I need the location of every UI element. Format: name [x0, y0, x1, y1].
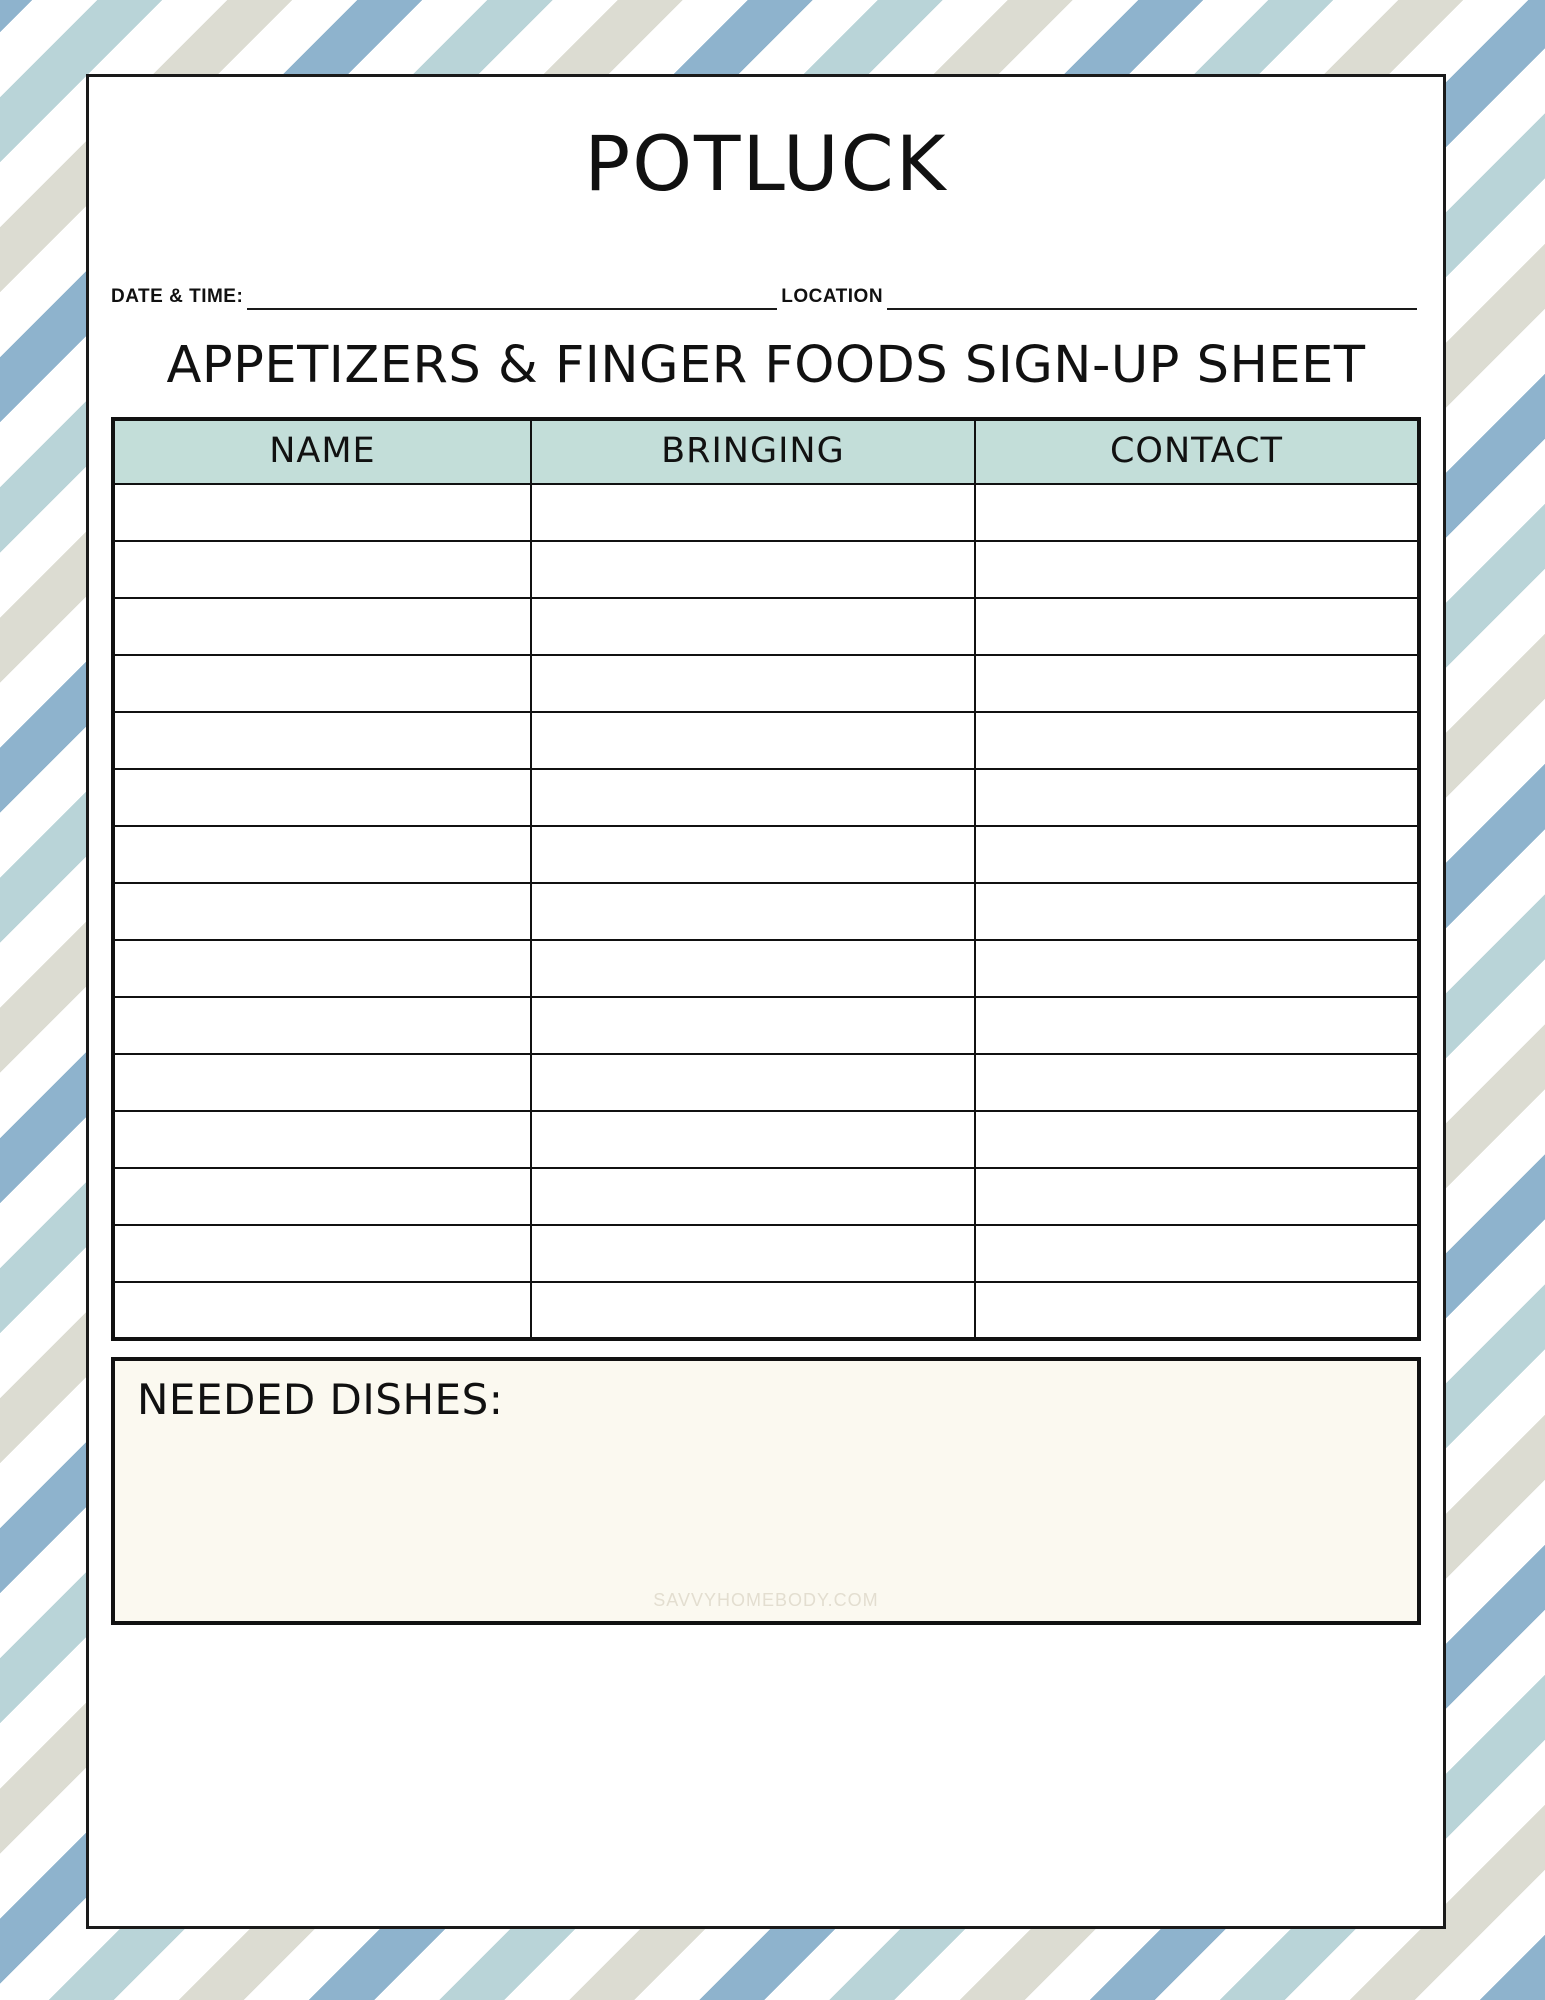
- page-subtitle: APPETIZERS & FINGER FOODS SIGN-UP SHEET: [166, 336, 1366, 395]
- cell-bringing[interactable]: [531, 1282, 975, 1339]
- cell-contact[interactable]: [975, 826, 1419, 883]
- meta-row: [111, 286, 1421, 310]
- date-time-field[interactable]: [247, 290, 777, 310]
- cell-name[interactable]: [113, 1282, 531, 1339]
- cell-contact[interactable]: [975, 1054, 1419, 1111]
- column-header-contact: CONTACT: [975, 419, 1419, 484]
- table-row: [113, 541, 1419, 598]
- cell-bringing[interactable]: [531, 712, 975, 769]
- cell-contact[interactable]: [975, 1282, 1419, 1339]
- cell-name[interactable]: [113, 1225, 531, 1282]
- cell-name[interactable]: [113, 541, 531, 598]
- cell-contact[interactable]: [975, 598, 1419, 655]
- column-header-bringing: BRINGING: [531, 419, 975, 484]
- table-row: [113, 940, 1419, 997]
- cell-name[interactable]: [113, 883, 531, 940]
- table-row: [113, 484, 1419, 541]
- table-body: [113, 484, 1419, 1339]
- cell-bringing[interactable]: [531, 541, 975, 598]
- table-row: [113, 598, 1419, 655]
- cell-contact[interactable]: [975, 484, 1419, 541]
- cell-bringing[interactable]: [531, 598, 975, 655]
- table-header-row: [113, 419, 1419, 484]
- cell-contact[interactable]: [975, 769, 1419, 826]
- cell-name[interactable]: [113, 1111, 531, 1168]
- cell-bringing[interactable]: [531, 940, 975, 997]
- cell-contact[interactable]: [975, 1168, 1419, 1225]
- cell-name[interactable]: [113, 598, 531, 655]
- cell-bringing[interactable]: [531, 1111, 975, 1168]
- cell-name[interactable]: [113, 484, 531, 541]
- date-time-label: DATE & TIME:: [111, 286, 244, 307]
- cell-contact[interactable]: [975, 655, 1419, 712]
- cell-bringing[interactable]: [531, 484, 975, 541]
- table-row: [113, 1168, 1419, 1225]
- location-label: LOCATION: [781, 286, 884, 307]
- table-row: [113, 1282, 1419, 1339]
- cell-name[interactable]: [113, 1054, 531, 1111]
- cell-bringing[interactable]: [531, 1054, 975, 1111]
- table-row: [113, 712, 1419, 769]
- cell-bringing[interactable]: [531, 1168, 975, 1225]
- table-row: [113, 1111, 1419, 1168]
- page-title: POTLUCK: [584, 119, 948, 208]
- cell-name[interactable]: [113, 826, 531, 883]
- cell-name[interactable]: [113, 655, 531, 712]
- needed-dishes-label: NEEDED DISHES:: [137, 1375, 504, 1424]
- signup-table: [111, 417, 1421, 1341]
- cell-contact[interactable]: [975, 712, 1419, 769]
- cell-bringing[interactable]: [531, 883, 975, 940]
- table-row: [113, 997, 1419, 1054]
- needed-dishes-box[interactable]: [111, 1357, 1421, 1625]
- cell-contact[interactable]: [975, 1225, 1419, 1282]
- column-header-name: NAME: [113, 419, 531, 484]
- cell-contact[interactable]: [975, 541, 1419, 598]
- watermark: SAVVYHOMEBODY.COM: [653, 1590, 879, 1610]
- table-row: [113, 1054, 1419, 1111]
- cell-contact[interactable]: [975, 940, 1419, 997]
- table-row: [113, 826, 1419, 883]
- cell-contact[interactable]: [975, 883, 1419, 940]
- printable-sheet: [86, 74, 1446, 1929]
- cell-contact[interactable]: [975, 1111, 1419, 1168]
- cell-name[interactable]: [113, 940, 531, 997]
- cell-bringing[interactable]: [531, 826, 975, 883]
- cell-contact[interactable]: [975, 997, 1419, 1054]
- cell-bringing[interactable]: [531, 769, 975, 826]
- table-row: [113, 1225, 1419, 1282]
- table-row: [113, 769, 1419, 826]
- location-field[interactable]: [887, 290, 1417, 310]
- cell-name[interactable]: [113, 997, 531, 1054]
- cell-bringing[interactable]: [531, 1225, 975, 1282]
- cell-bringing[interactable]: [531, 655, 975, 712]
- table-row: [113, 655, 1419, 712]
- table-row: [113, 883, 1419, 940]
- cell-bringing[interactable]: [531, 997, 975, 1054]
- cell-name[interactable]: [113, 712, 531, 769]
- cell-name[interactable]: [113, 769, 531, 826]
- cell-name[interactable]: [113, 1168, 531, 1225]
